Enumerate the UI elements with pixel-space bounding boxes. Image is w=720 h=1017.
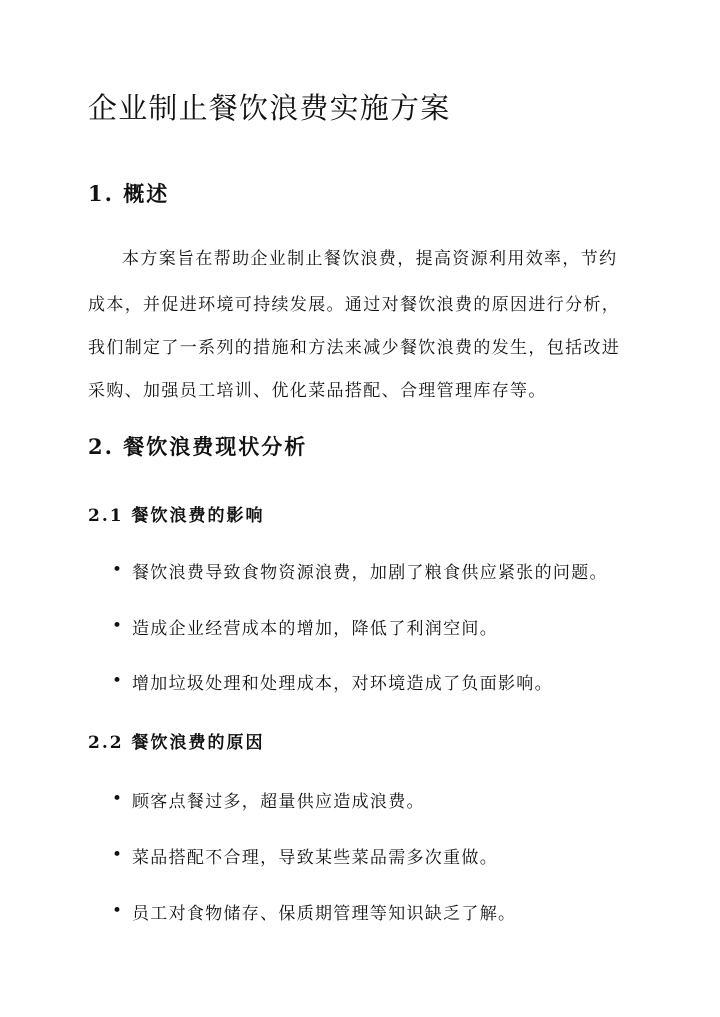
paragraph-line: 本方案旨在帮助企业制止餐饮浪费，提高资源利用效率，节约 xyxy=(122,249,618,269)
list-item: 员工对食物储存、保质期管理等知识缺乏了解。 xyxy=(132,904,517,924)
list-item: 餐饮浪费导致食物资源浪费，加剧了粮食供应紧张的问题。 xyxy=(132,563,608,583)
bullet-icon: • xyxy=(112,671,123,691)
section-1-heading: 1. 概述 xyxy=(88,181,170,206)
list-item: 菜品搭配不合理，导致某些菜品需多次重做。 xyxy=(132,848,498,868)
bullet-icon: • xyxy=(112,901,123,921)
paragraph-line: 采购、加强员工培训、优化菜品搭配、合理管理库存等。 xyxy=(88,381,547,401)
document-title: 企业制止餐饮浪费实施方案 xyxy=(88,91,451,125)
subsection-2-2-heading: 2.2 餐饮浪费的原因 xyxy=(88,733,265,753)
list-item: 顾客点餐过多，超量供应造成浪费。 xyxy=(132,792,425,812)
list-item: 增加垃圾处理和处理成本，对环境造成了负面影响。 xyxy=(132,674,553,694)
bullet-icon: • xyxy=(112,845,123,865)
section-2-heading: 2. 餐饮浪费现状分析 xyxy=(88,434,308,459)
bullet-icon: • xyxy=(112,560,123,580)
list-item: 造成企业经营成本的增加，降低了利润空间。 xyxy=(132,619,498,639)
paragraph-line: 成本，并促进环境可持续发展。通过对餐饮浪费的原因进行分析， xyxy=(88,295,621,315)
paragraph-line: 我们制定了一系列的措施和方法来减少餐饮浪费的发生，包括改进 xyxy=(88,338,621,358)
bullet-icon: • xyxy=(112,789,123,809)
bullet-icon: • xyxy=(112,616,123,636)
subsection-2-1-heading: 2.1 餐饮浪费的影响 xyxy=(88,506,265,526)
